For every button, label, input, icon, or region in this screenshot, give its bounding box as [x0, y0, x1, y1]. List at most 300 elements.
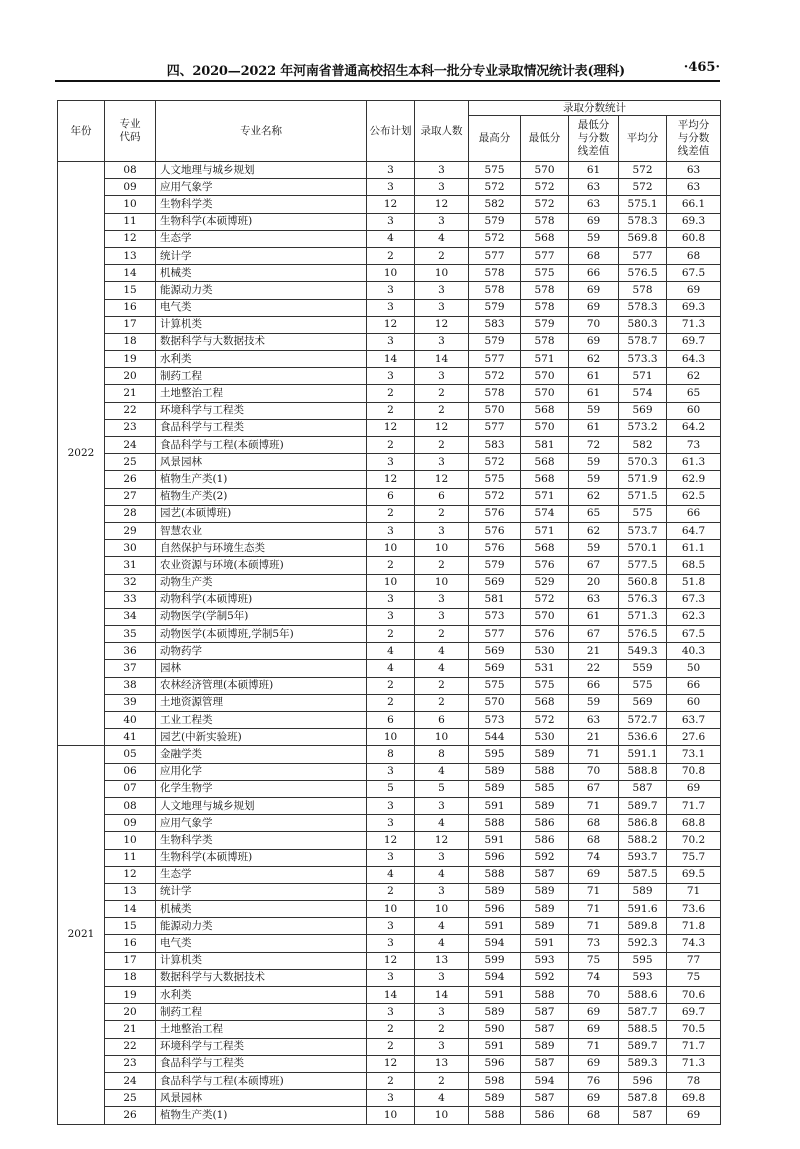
- min-cell: 578: [521, 213, 569, 230]
- avg-diff-cell: 67.5: [667, 626, 721, 643]
- avg-cell: 536.6: [619, 729, 667, 746]
- min-cell: 530: [521, 643, 569, 660]
- min-diff-cell: 59: [569, 540, 619, 557]
- max-cell: 588: [469, 815, 521, 832]
- code-cell: 28: [105, 505, 156, 522]
- min-cell: 571: [521, 522, 569, 539]
- avg-cell: 572: [619, 162, 667, 179]
- name-cell: 计算机类: [156, 316, 367, 333]
- name-cell: 环境科学与工程类: [156, 1038, 367, 1055]
- max-cell: 578: [469, 385, 521, 402]
- max-cell: 594: [469, 969, 521, 986]
- min-diff-cell: 69: [569, 1004, 619, 1021]
- admit-cell: 3: [415, 1004, 469, 1021]
- max-cell: 579: [469, 213, 521, 230]
- plan-cell: 4: [367, 660, 415, 677]
- name-cell: 水利类: [156, 987, 367, 1004]
- min-diff-cell: 21: [569, 643, 619, 660]
- code-cell: 22: [105, 1038, 156, 1055]
- name-cell: 食品科学与工程(本硕博班): [156, 1072, 367, 1089]
- min-diff-cell: 62: [569, 522, 619, 539]
- plan-cell: 12: [367, 1055, 415, 1072]
- plan-cell: 2: [367, 883, 415, 900]
- table-row: [58, 1038, 721, 1055]
- table-row: [58, 213, 721, 230]
- min-cell: 576: [521, 626, 569, 643]
- avg-diff-cell: 73.6: [667, 901, 721, 918]
- max-cell: 578: [469, 282, 521, 299]
- name-cell: 农林经济管理(本硕博班): [156, 677, 367, 694]
- code-cell: 17: [105, 952, 156, 969]
- avg-cell: 588.5: [619, 1021, 667, 1038]
- avg-diff-cell: 69.5: [667, 866, 721, 883]
- min-diff-cell: 59: [569, 402, 619, 419]
- table-row: [58, 763, 721, 780]
- name-cell: 食品科学与工程类: [156, 419, 367, 436]
- avg-diff-cell: 69: [667, 1107, 721, 1124]
- max-cell: 573: [469, 608, 521, 625]
- admit-cell: 14: [415, 351, 469, 368]
- table-row: [58, 608, 721, 625]
- code-cell: 10: [105, 196, 156, 213]
- admit-cell: 3: [415, 179, 469, 196]
- admit-cell: 2: [415, 557, 469, 574]
- name-cell: 电气类: [156, 935, 367, 952]
- table-row: [58, 746, 721, 763]
- name-cell: 数据科学与大数据技术: [156, 333, 367, 350]
- min-diff-cell: 71: [569, 1038, 619, 1055]
- plan-cell: 10: [367, 1107, 415, 1124]
- min-cell: 592: [521, 849, 569, 866]
- min-cell: 581: [521, 437, 569, 454]
- avg-cell: 586.8: [619, 815, 667, 832]
- admit-cell: 2: [415, 437, 469, 454]
- table-row: [58, 162, 721, 179]
- code-cell: 22: [105, 402, 156, 419]
- min-diff-cell: 68: [569, 247, 619, 264]
- code-cell: 18: [105, 333, 156, 350]
- name-cell: 环境科学与工程类: [156, 402, 367, 419]
- admit-cell: 4: [415, 918, 469, 935]
- max-cell: 583: [469, 437, 521, 454]
- avg-cell: 589.3: [619, 1055, 667, 1072]
- min-cell: 589: [521, 1038, 569, 1055]
- plan-cell: 2: [367, 694, 415, 711]
- avg-diff-cell: 69: [667, 780, 721, 797]
- plan-cell: 3: [367, 522, 415, 539]
- plan-cell: 14: [367, 987, 415, 1004]
- avg-cell: 582: [619, 437, 667, 454]
- avg-diff-cell: 70.8: [667, 763, 721, 780]
- admit-cell: 10: [415, 540, 469, 557]
- code-cell: 09: [105, 815, 156, 832]
- name-cell: 园艺(本硕博班): [156, 505, 367, 522]
- plan-cell: 4: [367, 230, 415, 247]
- plan-cell: 3: [367, 815, 415, 832]
- max-cell: 589: [469, 780, 521, 797]
- max-cell: 579: [469, 557, 521, 574]
- name-cell: 食品科学与工程类: [156, 1055, 367, 1072]
- code-cell: 11: [105, 849, 156, 866]
- code-cell: 23: [105, 419, 156, 436]
- max-cell: 575: [469, 162, 521, 179]
- admit-cell: 10: [415, 1107, 469, 1124]
- avg-cell: 576.5: [619, 626, 667, 643]
- code-cell: 14: [105, 901, 156, 918]
- plan-cell: 3: [367, 1090, 415, 1107]
- min-diff-cell: 67: [569, 780, 619, 797]
- admit-cell: 4: [415, 763, 469, 780]
- max-cell: 577: [469, 247, 521, 264]
- avg-diff-cell: 73: [667, 437, 721, 454]
- max-cell: 589: [469, 883, 521, 900]
- avg-diff-cell: 66.1: [667, 196, 721, 213]
- min-diff-cell: 59: [569, 694, 619, 711]
- avg-cell: 592.3: [619, 935, 667, 952]
- plan-cell: 10: [367, 729, 415, 746]
- name-cell: 土地整治工程: [156, 1021, 367, 1038]
- max-cell: 577: [469, 419, 521, 436]
- plan-cell: 5: [367, 780, 415, 797]
- min-diff-cell: 73: [569, 935, 619, 952]
- min-diff-cell: 66: [569, 265, 619, 282]
- min-diff-cell: 61: [569, 368, 619, 385]
- plan-cell: 3: [367, 299, 415, 316]
- avg-cell: 596: [619, 1072, 667, 1089]
- min-cell: 568: [521, 230, 569, 247]
- code-cell: 35: [105, 626, 156, 643]
- min-diff-cell: 74: [569, 849, 619, 866]
- table-row: [58, 1090, 721, 1107]
- admit-cell: 10: [415, 729, 469, 746]
- max-cell: 588: [469, 866, 521, 883]
- code-cell: 21: [105, 385, 156, 402]
- table-row: [58, 969, 721, 986]
- min-cell: 593: [521, 952, 569, 969]
- min-diff-cell: 67: [569, 626, 619, 643]
- max-cell: 572: [469, 454, 521, 471]
- min-diff-cell: 69: [569, 333, 619, 350]
- code-cell: 13: [105, 247, 156, 264]
- table-row: [58, 1004, 721, 1021]
- admit-cell: 14: [415, 987, 469, 1004]
- plan-cell: 3: [367, 608, 415, 625]
- col-year: 年份: [58, 101, 105, 162]
- avg-diff-cell: 71.8: [667, 918, 721, 935]
- min-diff-cell: 20: [569, 574, 619, 591]
- code-cell: 05: [105, 746, 156, 763]
- min-cell: 576: [521, 557, 569, 574]
- plan-cell: 2: [367, 402, 415, 419]
- avg-diff-cell: 50: [667, 660, 721, 677]
- min-cell: 589: [521, 918, 569, 935]
- name-cell: 动物生产类: [156, 574, 367, 591]
- avg-diff-cell: 66: [667, 505, 721, 522]
- avg-cell: 559: [619, 660, 667, 677]
- min-cell: 572: [521, 179, 569, 196]
- max-cell: 569: [469, 643, 521, 660]
- plan-cell: 3: [367, 282, 415, 299]
- table-row: [58, 557, 721, 574]
- avg-diff-cell: 51.8: [667, 574, 721, 591]
- plan-cell: 3: [367, 454, 415, 471]
- min-diff-cell: 59: [569, 471, 619, 488]
- name-cell: 应用化学: [156, 763, 367, 780]
- min-diff-cell: 63: [569, 591, 619, 608]
- avg-diff-cell: 75: [667, 969, 721, 986]
- avg-diff-cell: 69.8: [667, 1090, 721, 1107]
- avg-diff-cell: 70.2: [667, 832, 721, 849]
- admit-cell: 3: [415, 522, 469, 539]
- table-row: [58, 626, 721, 643]
- col-score-group: 录取分数统计: [469, 101, 721, 116]
- avg-cell: 588.8: [619, 763, 667, 780]
- admit-cell: 3: [415, 213, 469, 230]
- max-cell: 591: [469, 918, 521, 935]
- code-cell: 16: [105, 299, 156, 316]
- avg-diff-cell: 71: [667, 883, 721, 900]
- code-cell: 34: [105, 608, 156, 625]
- plan-cell: 10: [367, 265, 415, 282]
- admission-table: [57, 100, 721, 1125]
- min-cell: 568: [521, 402, 569, 419]
- avg-diff-cell: 64.2: [667, 419, 721, 436]
- code-cell: 19: [105, 987, 156, 1004]
- name-cell: 数据科学与大数据技术: [156, 969, 367, 986]
- min-diff-cell: 71: [569, 797, 619, 814]
- avg-diff-cell: 70.6: [667, 987, 721, 1004]
- avg-diff-cell: 62.5: [667, 488, 721, 505]
- page-title: 四、2020—2022 年河南省普通高校招生本科一批分专业录取情况统计表(理科): [166, 64, 625, 79]
- max-cell: 581: [469, 591, 521, 608]
- avg-diff-cell: 63: [667, 162, 721, 179]
- avg-cell: 570.3: [619, 454, 667, 471]
- admit-cell: 3: [415, 883, 469, 900]
- admit-cell: 4: [415, 660, 469, 677]
- avg-diff-cell: 69.7: [667, 333, 721, 350]
- name-cell: 园林: [156, 660, 367, 677]
- table-row: [58, 574, 721, 591]
- admit-cell: 2: [415, 694, 469, 711]
- admit-cell: 4: [415, 230, 469, 247]
- min-diff-cell: 22: [569, 660, 619, 677]
- code-cell: 08: [105, 162, 156, 179]
- avg-cell: 571.5: [619, 488, 667, 505]
- code-cell: 31: [105, 557, 156, 574]
- avg-diff-cell: 69.3: [667, 299, 721, 316]
- table-row: [58, 987, 721, 1004]
- plan-cell: 3: [367, 591, 415, 608]
- avg-diff-cell: 68.8: [667, 815, 721, 832]
- admit-cell: 6: [415, 712, 469, 729]
- code-cell: 39: [105, 694, 156, 711]
- table-row: [58, 935, 721, 952]
- min-cell: 571: [521, 351, 569, 368]
- avg-cell: 569: [619, 402, 667, 419]
- admit-cell: 3: [415, 162, 469, 179]
- name-cell: 统计学: [156, 247, 367, 264]
- admit-cell: 6: [415, 488, 469, 505]
- avg-cell: 593.7: [619, 849, 667, 866]
- table-row: [58, 265, 721, 282]
- name-cell: 生态学: [156, 230, 367, 247]
- code-cell: 10: [105, 832, 156, 849]
- avg-diff-cell: 69.7: [667, 1004, 721, 1021]
- name-cell: 生物科学类: [156, 196, 367, 213]
- avg-diff-cell: 65: [667, 385, 721, 402]
- col-min-diff: 最低分与分数线差值: [569, 116, 619, 162]
- code-cell: 17: [105, 316, 156, 333]
- admit-cell: 3: [415, 282, 469, 299]
- max-cell: 577: [469, 351, 521, 368]
- avg-diff-cell: 69: [667, 282, 721, 299]
- avg-cell: 577.5: [619, 557, 667, 574]
- code-cell: 21: [105, 1021, 156, 1038]
- plan-cell: 3: [367, 849, 415, 866]
- code-cell: 12: [105, 866, 156, 883]
- min-cell: 586: [521, 832, 569, 849]
- plan-cell: 12: [367, 952, 415, 969]
- page-header: [55, 58, 720, 82]
- max-cell: 582: [469, 196, 521, 213]
- avg-diff-cell: 68: [667, 247, 721, 264]
- avg-cell: 589: [619, 883, 667, 900]
- col-code: 专业代码: [105, 101, 156, 162]
- code-cell: 24: [105, 1072, 156, 1089]
- min-diff-cell: 62: [569, 488, 619, 505]
- min-cell: 588: [521, 763, 569, 780]
- table-row: [58, 368, 721, 385]
- plan-cell: 10: [367, 901, 415, 918]
- name-cell: 统计学: [156, 883, 367, 900]
- code-cell: 41: [105, 729, 156, 746]
- year-cell: 2022: [58, 162, 105, 746]
- code-cell: 26: [105, 1107, 156, 1124]
- avg-diff-cell: 27.6: [667, 729, 721, 746]
- avg-diff-cell: 60.8: [667, 230, 721, 247]
- admit-cell: 3: [415, 1038, 469, 1055]
- name-cell: 能源动力类: [156, 282, 367, 299]
- name-cell: 计算机类: [156, 952, 367, 969]
- min-diff-cell: 68: [569, 815, 619, 832]
- admit-cell: 13: [415, 1055, 469, 1072]
- plan-cell: 6: [367, 712, 415, 729]
- avg-cell: 591.6: [619, 901, 667, 918]
- max-cell: 572: [469, 230, 521, 247]
- min-cell: 531: [521, 660, 569, 677]
- min-diff-cell: 71: [569, 901, 619, 918]
- code-cell: 26: [105, 471, 156, 488]
- plan-cell: 2: [367, 437, 415, 454]
- name-cell: 制药工程: [156, 368, 367, 385]
- max-cell: 572: [469, 179, 521, 196]
- avg-cell: 588.2: [619, 832, 667, 849]
- max-cell: 583: [469, 316, 521, 333]
- avg-diff-cell: 62.9: [667, 471, 721, 488]
- admit-cell: 3: [415, 849, 469, 866]
- max-cell: 578: [469, 265, 521, 282]
- code-cell: 20: [105, 368, 156, 385]
- max-cell: 579: [469, 299, 521, 316]
- name-cell: 生物科学(本硕博班): [156, 849, 367, 866]
- table-row: [58, 437, 721, 454]
- admit-cell: 10: [415, 265, 469, 282]
- admit-cell: 13: [415, 952, 469, 969]
- min-cell: 572: [521, 196, 569, 213]
- code-cell: 27: [105, 488, 156, 505]
- avg-cell: 575: [619, 505, 667, 522]
- table-row: [58, 1072, 721, 1089]
- max-cell: 596: [469, 1055, 521, 1072]
- plan-cell: 2: [367, 626, 415, 643]
- code-cell: 33: [105, 591, 156, 608]
- admit-cell: 4: [415, 935, 469, 952]
- plan-cell: 3: [367, 333, 415, 350]
- min-diff-cell: 66: [569, 677, 619, 694]
- max-cell: 599: [469, 952, 521, 969]
- table-row: [58, 952, 721, 969]
- avg-cell: 580.3: [619, 316, 667, 333]
- admit-cell: 10: [415, 901, 469, 918]
- min-cell: 586: [521, 1107, 569, 1124]
- min-diff-cell: 69: [569, 1090, 619, 1107]
- min-diff-cell: 69: [569, 299, 619, 316]
- name-cell: 土地整治工程: [156, 385, 367, 402]
- avg-cell: 587.5: [619, 866, 667, 883]
- max-cell: 569: [469, 660, 521, 677]
- min-cell: 587: [521, 1004, 569, 1021]
- avg-cell: 588.6: [619, 987, 667, 1004]
- name-cell: 风景园林: [156, 1090, 367, 1107]
- min-cell: 570: [521, 368, 569, 385]
- max-cell: 570: [469, 402, 521, 419]
- table-row: [58, 901, 721, 918]
- name-cell: 土地资源管理: [156, 694, 367, 711]
- min-cell: 587: [521, 866, 569, 883]
- col-max: 最高分: [469, 116, 521, 162]
- code-cell: 25: [105, 1090, 156, 1107]
- min-cell: 587: [521, 1021, 569, 1038]
- table-row: [58, 385, 721, 402]
- avg-cell: 578.3: [619, 213, 667, 230]
- table-row: [58, 815, 721, 832]
- min-cell: 591: [521, 935, 569, 952]
- admit-cell: 8: [415, 746, 469, 763]
- min-cell: 578: [521, 333, 569, 350]
- min-cell: 570: [521, 385, 569, 402]
- min-diff-cell: 70: [569, 987, 619, 1004]
- code-cell: 32: [105, 574, 156, 591]
- col-avg: 平均分: [619, 116, 667, 162]
- plan-cell: 2: [367, 1072, 415, 1089]
- name-cell: 植物生产类(1): [156, 1107, 367, 1124]
- avg-cell: 560.8: [619, 574, 667, 591]
- code-cell: 40: [105, 712, 156, 729]
- table-row: [58, 419, 721, 436]
- admit-cell: 2: [415, 402, 469, 419]
- min-diff-cell: 59: [569, 230, 619, 247]
- name-cell: 生物科学类: [156, 832, 367, 849]
- admit-cell: 2: [415, 385, 469, 402]
- table-row: [58, 351, 721, 368]
- max-cell: 570: [469, 694, 521, 711]
- max-cell: 572: [469, 488, 521, 505]
- avg-diff-cell: 66: [667, 677, 721, 694]
- min-diff-cell: 61: [569, 608, 619, 625]
- name-cell: 机械类: [156, 901, 367, 918]
- table-row: [58, 729, 721, 746]
- min-cell: 578: [521, 299, 569, 316]
